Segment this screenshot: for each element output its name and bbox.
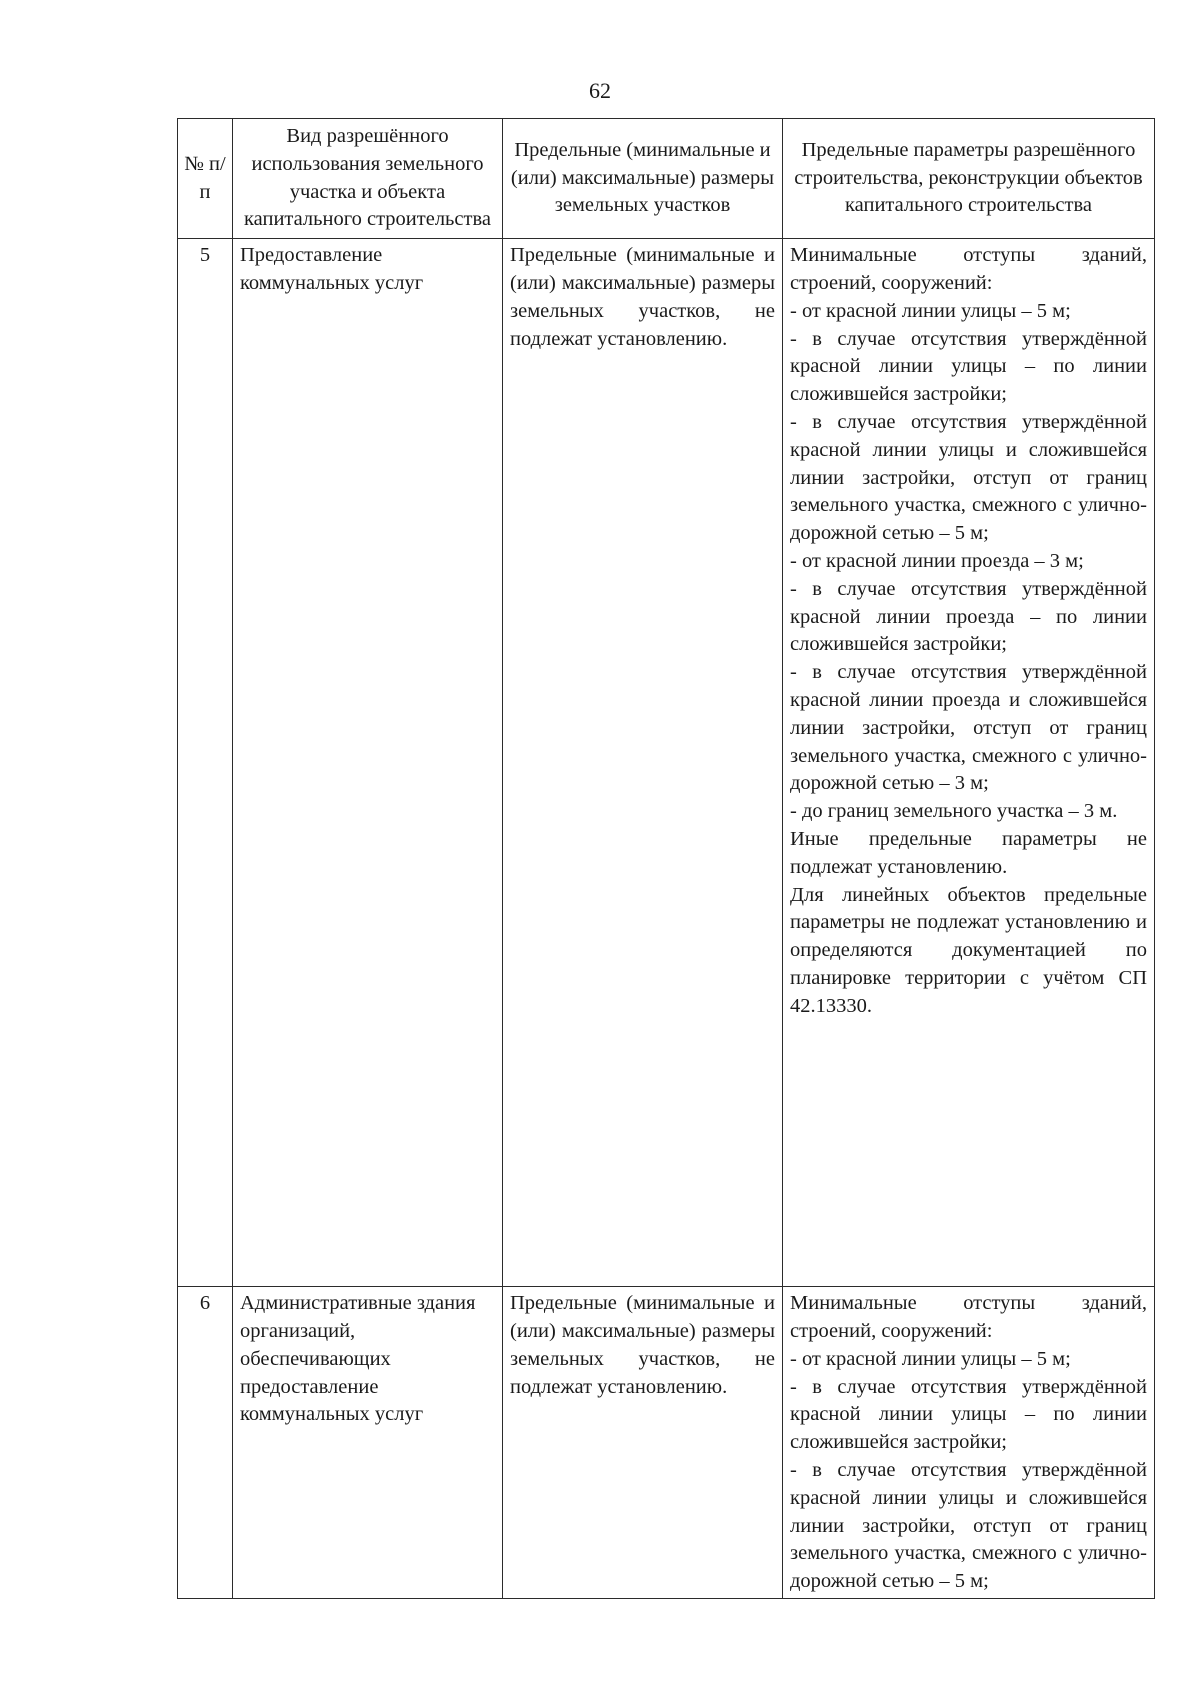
row-number: 5: [178, 239, 233, 1287]
params-line: - в случае отсутствия утверждённой красной линии улицы – по линии сложившейся застройки;: [790, 1375, 1147, 1454]
params-line: Для линейных объектов предельные параметры не подлежат установлению и определяются документацией по планировке территории с учётом СП 42.13330.: [790, 883, 1147, 1017]
build-params: [783, 239, 1155, 1287]
params-line: - до границ земельного участка – 3 м.: [790, 800, 1118, 823]
plot-size: [503, 1287, 783, 1599]
params-line: - в случае отсутствия утверждённой красной линии улицы и сложившейся линии застройки, отступ от границ земельного участка, смежного с улично-дорожной сетью – 5 м;: [790, 1458, 1147, 1593]
params-line: - в случае отсутствия утверждённой красной линии улицы и сложившейся линии застройки, отступ от границ земельного участка, смежного с улично-дорожной сетью – 5 м;: [790, 410, 1147, 545]
params-line: - в случае отсутствия утверждённой красной линии улицы – по линии сложившейся застройки;: [790, 327, 1147, 406]
header-use-type: Вид разрешённого использования земельного участка и объекта капитального строительства: [233, 119, 503, 239]
page-number: 62: [589, 78, 611, 103]
params-line: - от красной линии проезда – 3 м;: [790, 549, 1084, 572]
table-header-row: [178, 119, 1155, 239]
params-line: Минимальные отступы зданий, строений, сооружений:: [790, 244, 1147, 294]
use-type: Административные здания организаций, обеспечивающих предоставление коммунальных услуг: [233, 1287, 503, 1599]
plot-size-text: Предельные (минимальные и (или) максимальные) размеры земельных участков, не подлежат установлению.: [510, 1292, 775, 1398]
params-line: - от красной линии улицы – 5 м;: [790, 299, 1071, 322]
table-row: [178, 1287, 1155, 1599]
header-number: № п/п: [178, 119, 233, 239]
params-line: Иные предельные параметры не подлежат установлению.: [790, 827, 1147, 878]
params-line: Минимальные отступы зданий, строений, сооружений:: [790, 1292, 1147, 1342]
params-line: - от красной линии улицы – 5 м;: [790, 1347, 1071, 1370]
plot-size-text: Предельные (минимальные и (или) максимальные) размеры земельных участков, не подлежат установлению.: [510, 244, 775, 350]
use-type: Предоставление коммунальных услуг: [233, 239, 503, 1287]
params-line: - в случае отсутствия утверждённой красной линии проезда и сложившейся линии застройки, отступ от границ земельного участка, смежного с улично-дорожной сетью – 3 м;: [790, 661, 1147, 795]
regulations-table: [177, 118, 1155, 1599]
build-params: [783, 1287, 1155, 1599]
table-row: [178, 239, 1155, 1287]
row-number: 6: [178, 1287, 233, 1599]
header-build-params: Предельные параметры разрешённого строительства, реконструкции объектов капитального строительства: [783, 119, 1155, 239]
plot-size: [503, 239, 783, 1287]
header-plot-size: Предельные (минимальные и (или) максимальные) размеры земельных участков: [503, 119, 783, 239]
params-line: - в случае отсутствия утверждённой красной линии проезда – по линии сложившейся застройки;: [790, 577, 1147, 656]
